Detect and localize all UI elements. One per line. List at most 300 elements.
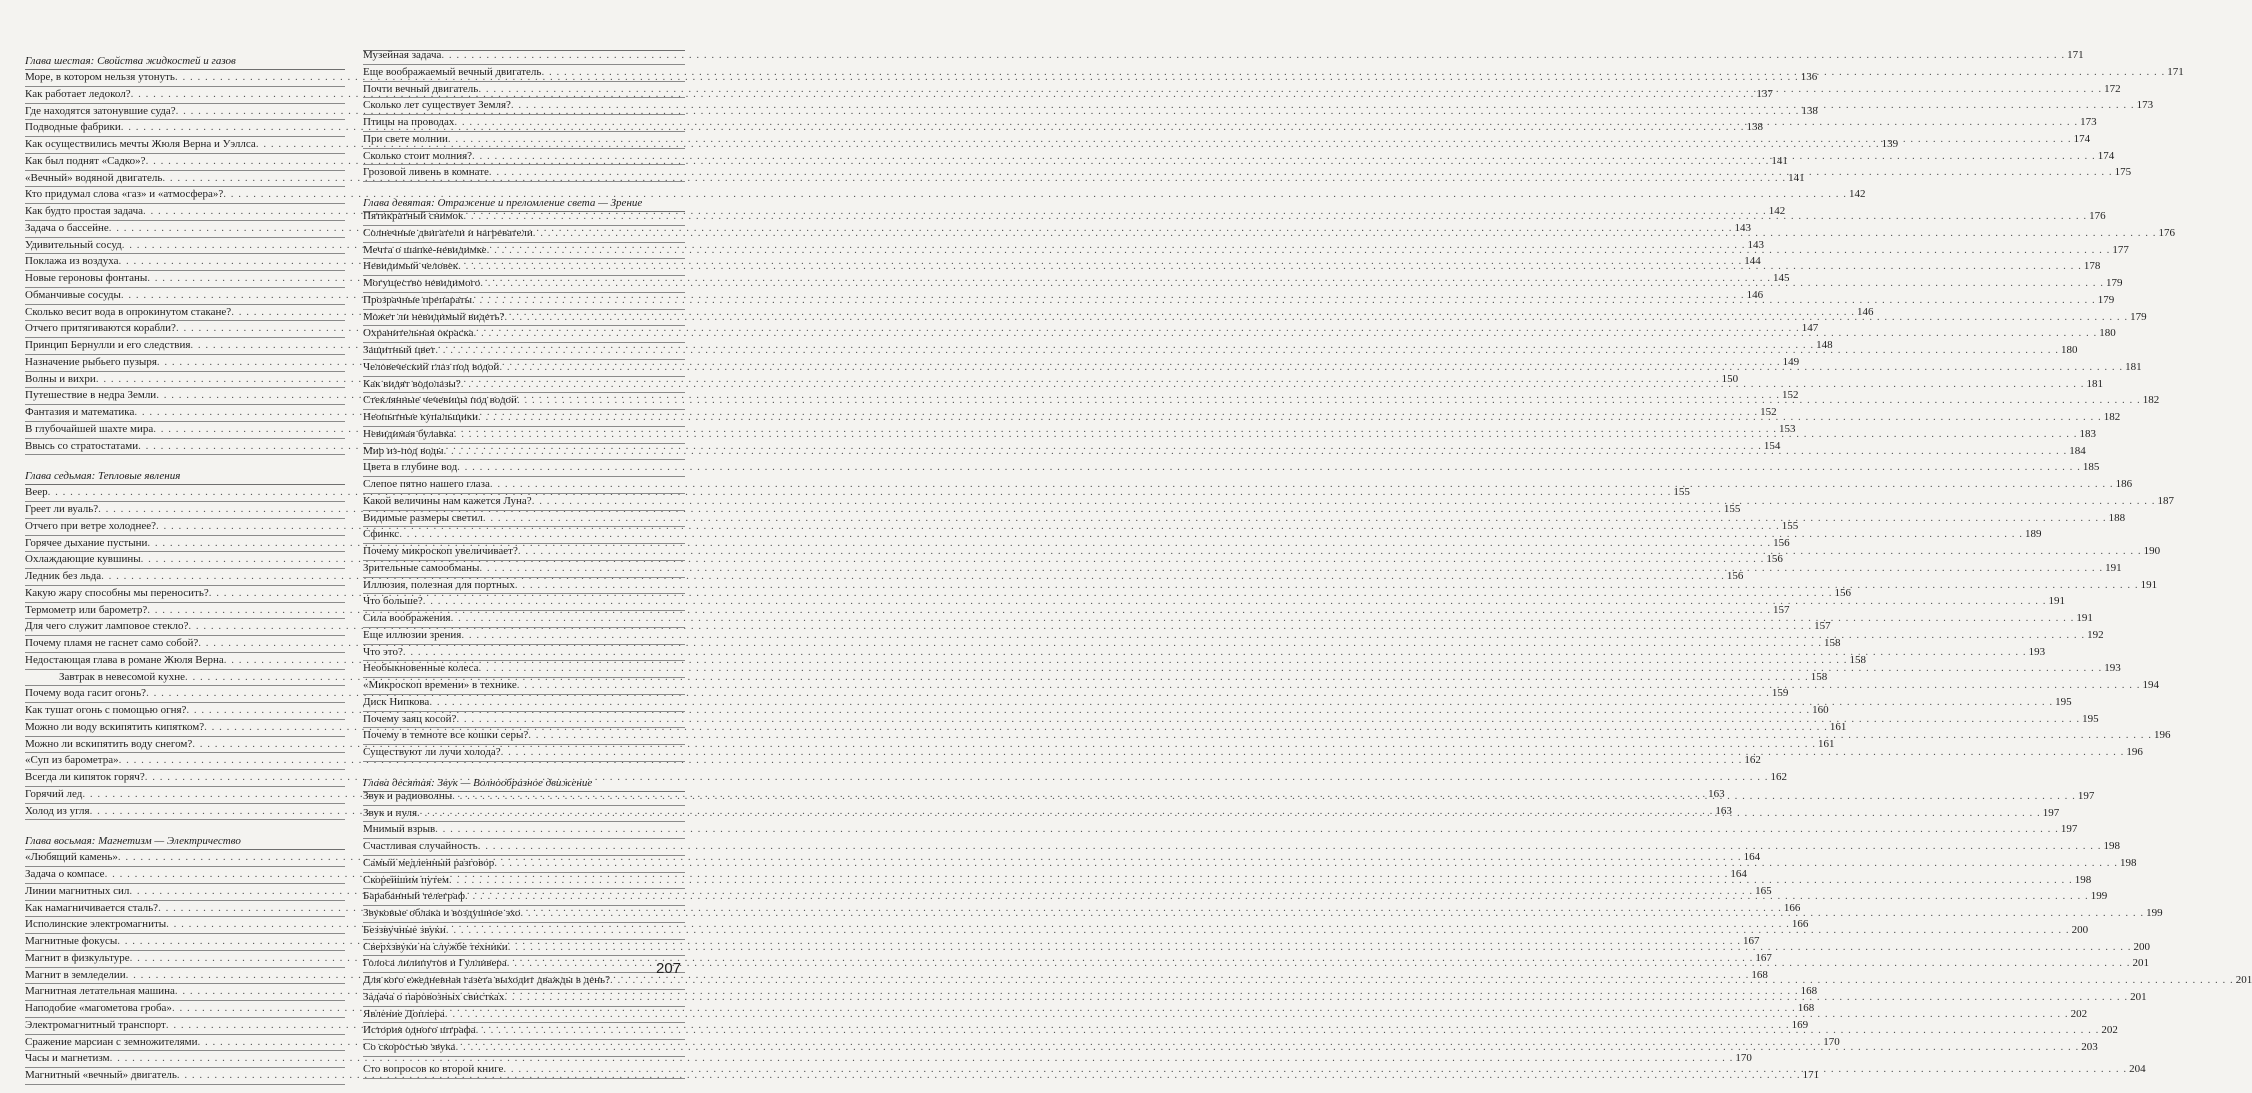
entry-title: Термометр или барометр? [25,603,148,616]
dot-leader [610,973,2234,989]
entry-page: 150 [1721,372,1739,385]
entry-title: Электромагнитный транспорт [25,1018,166,1031]
entry-page: 184 [2069,444,2086,457]
entry-title: Охлаждающие кувшины [25,553,141,566]
entry-page: 169 [1791,1018,1809,1031]
entry-page: 155 [1723,503,1741,515]
entry-title: Скорейшим путем [363,873,449,886]
dot-leader [417,806,2041,822]
entry-page: 179 [2097,293,2115,306]
entry-title: Сколько весит вода в опрокинутом стакане? [25,305,232,318]
entry-page: 156 [1766,553,1783,566]
entry-title: Счастливая случайность [363,840,478,852]
entry-page: 158 [1849,653,1867,666]
entry-page: 187 [2157,494,2174,507]
entry-page: 203 [2081,1041,2098,1053]
entry-page: 197 [2077,789,2095,802]
toc-entry[interactable] [363,839,2120,856]
entry-title: Для кого ежедневная газета выходит дважды в день? [363,974,610,986]
entry-title: Горячее дыхание пустыни [25,536,148,549]
entry-title: Подводные фабрики [25,121,121,134]
dot-leader [508,940,2132,956]
entry-title: Со скоростью звука [363,1041,456,1053]
entry-page: 143 [1734,221,1752,234]
entry-page: 159 [1771,687,1789,700]
entry-title: Почему пламя не гаснет само собой? [25,637,199,649]
entry-page: 168 [1751,968,1768,981]
dot-leader [458,259,2082,275]
dot-leader [445,1007,2069,1023]
dot-leader [423,594,2047,610]
entry-page: 201 [2132,957,2150,970]
entry-page: 166 [1791,918,1809,931]
entry-page: 176 [2089,210,2106,222]
entry-title: Исполинские электромагниты [25,918,167,931]
entry-title: Магнит в земледелии [25,968,126,981]
entry-page: 172 [2104,82,2121,95]
entry-page: 158 [1824,637,1841,649]
entry-page: 147 [1801,322,1819,335]
entry-title: Стеклянные чечевицы под водой [363,394,517,407]
chapter-heading: Глава девятая: Отражение и преломление света — Зрение [363,197,643,209]
dot-leader [446,923,2070,939]
entry-page: 170 [1823,1035,1840,1048]
entry-title: Сколько стоит молния? [363,149,473,162]
entry-title: Кто придумал слова «газ» и «атмосфера»? [25,188,224,201]
dot-leader [483,511,2107,527]
entry-page: 173 [2080,116,2097,128]
entry-title: Как был поднят «Садко»? [25,154,146,167]
entry-title: Явление Доплера [363,1007,445,1020]
entry-title: Удивительный сосуд [25,238,122,251]
dot-leader [449,873,2073,889]
entry-title: Грозовой ливень в комнате [363,166,489,179]
entry-title: Какую жару способны мы переносить? [25,586,209,599]
entry-page: 166 [1783,901,1801,914]
chapter-heading: Глава десятая: Звук — Волнообразное движение [363,776,593,789]
entry-title: Человеческий глаз под водой [363,360,500,373]
dot-leader [501,745,2125,761]
entry-page: 191 [2048,595,2066,608]
dot-leader [465,889,2089,905]
dot-leader [480,276,2104,292]
entry-page: 177 [2112,243,2129,256]
entry-title: Почему в темноте все кошки серы? [363,729,529,742]
entry-page: 176 [2158,226,2175,239]
entry-page: 193 [2104,662,2121,675]
entry-page: 198 [2074,873,2092,886]
entry-title: Как тушат огонь с помощью огня? [25,704,187,716]
entry-page: 163 [1715,804,1732,817]
dot-leader [489,165,2113,181]
entry-title: Завтрак в невесомой кухне [59,670,185,683]
dot-leader [541,65,2165,81]
entry-title: Звук и радиоволны [363,789,453,802]
entry-title: Для чего служит ламповое стекло? [25,620,189,633]
dot-leader [476,1023,2100,1039]
entry-page: 157 [1773,603,1790,616]
entry-page: 204 [2129,1062,2146,1075]
entry-page: 201 [2235,974,2252,986]
entry-page: 202 [2101,1024,2118,1037]
entry-page: 180 [2060,344,2078,356]
entry-title: Новые героновы фонтаны [25,272,148,284]
entry-title: Волны и вихри [25,372,96,385]
entry-page: 197 [2042,806,2060,819]
entry-page: 170 [1735,1052,1752,1065]
entry-title: Сфинкс [363,528,400,541]
entry-title: Звук и пуля [363,806,418,819]
entry-page: 200 [2133,940,2150,953]
dot-leader [474,326,2098,342]
entry-title: Беззвучные звуки [363,923,446,936]
dot-leader [520,906,2144,922]
entry-title: Видимые размеры светил [363,511,483,524]
entry-title: «Вечный» водяной двигатель [25,171,163,184]
entry-title: Существуют ли лучи холода? [363,746,501,758]
dot-leader [472,293,2096,309]
entry-title: Цвета в глубине вод [363,461,458,474]
entry-page: 197 [2060,823,2078,836]
entry-page: 167 [1755,951,1772,964]
entry-page: 195 [2082,712,2099,725]
entry-title: Солнечные двигатели и нагреватели [363,226,533,239]
entry-page: 152 [1760,406,1777,418]
dot-leader [511,98,2135,114]
entry-page: 163 [1708,787,1725,800]
entry-page: 199 [2146,907,2163,919]
dot-leader [454,115,2078,131]
entry-title: Магнитная летательная машина [25,985,175,998]
toc-entry[interactable] [363,460,2100,477]
toc-entry[interactable] [25,753,1761,770]
entry-title: Море, в котором нельзя утонуть [25,71,175,83]
entry-title: Музейная задача [363,49,442,61]
entry-title: Можно ли вскипятить воду снегом? [25,737,193,750]
dot-leader [528,728,2152,744]
entry-page: 157 [1814,620,1831,633]
entry-page: 153 [1779,422,1796,435]
entry-page: 183 [2079,427,2097,440]
entry-title: Принцип Бернулли и его следствия [25,339,191,351]
dot-leader [452,789,2076,805]
dot-leader [478,839,2102,855]
entry-page: 174 [2073,132,2091,145]
entry-page: 168 [1797,1002,1815,1014]
entry-page: 155 [1781,519,1799,532]
dot-leader [518,544,2142,560]
entry-page: 178 [2083,260,2101,273]
entry-page: 160 [1812,704,1829,716]
entry-title: Обманчивые сосуды [25,288,121,301]
entry-title: Как намагничивается сталь? [25,901,159,914]
entry-title: Охранительная окраска [363,327,474,340]
entry-title: Где находятся затонувшие суда? [25,104,176,117]
entry-title: Магнитные фокусы [25,935,118,947]
entry-title: «Любящий камень» [25,851,118,864]
dot-leader [478,82,2102,98]
entry-page: 196 [2126,746,2143,758]
entry-title: Могущество невидимого [363,277,481,289]
entry-title: Мечта о шапке-невидимке [363,243,487,256]
entry-title: Ввысь со стратостатами [25,439,139,452]
entry-page: 201 [2130,990,2147,1003]
entry-title: Линии магнитных сил [25,884,130,897]
entry-title: Отчего при ветре холоднее? [25,519,157,532]
entry-page: 161 [1817,737,1835,750]
entry-page: 168 [1800,985,1818,998]
entry-title: Невидимая булавка [363,427,454,440]
toc-entry[interactable] [363,822,2078,839]
entry-title: «Суп из барометра» [25,754,119,767]
dot-leader [517,393,2141,409]
page-number: 207 [656,960,682,977]
entry-page: 164 [1743,851,1761,864]
entry-title: Диск Нипкова [363,695,430,708]
entry-title: Птицы на проводах [363,116,455,128]
entry-page: 175 [2114,166,2132,179]
entry-page: 191 [2076,612,2093,624]
entry-title: При свете молнии [363,132,448,145]
entry-title: Что это? [363,645,403,658]
entry-title: Почему вода гасит огонь? [25,687,147,700]
entry-title: Отчего притягиваются корабли? [25,322,176,335]
entry-page: 148 [1816,339,1833,351]
entry-title: Путешествие в недра Земли [25,389,157,402]
entry-title: Назначение рыбьего пузыря [25,355,157,368]
entry-title: Защитный цвет [363,344,436,356]
entry-page: 200 [2071,923,2089,936]
entry-title: Какой величины нам кажется Луна? [363,494,532,507]
dot-leader [490,477,2114,493]
entry-title: История одного штрафа [363,1024,476,1037]
dot-leader [499,360,2123,376]
entry-title: Горячий лед [25,787,83,800]
entry-title: Еще иллюзии зрения [363,628,462,641]
entry-title: Сколько лет существует Земля? [363,99,511,112]
entry-page: 171 [2167,65,2184,78]
entry-title: Слепое пятно нашего глаза [363,478,490,490]
entry-page: 182 [2103,411,2121,423]
entry-title: Недостающая глава в романе Жюля Верна [25,653,224,666]
entry-page: 154 [1763,439,1781,452]
entry-page: 191 [2140,578,2158,591]
entry-page: 139 [1881,138,1899,150]
entry-page: 179 [2130,310,2147,323]
dot-leader [503,1062,2127,1078]
entry-page: 196 [2154,729,2171,742]
entry-title: Может ли невидимый видеть? [363,310,505,323]
entry-title: В глубочайшей шахте мира [25,422,154,435]
entry-page: 198 [2120,856,2137,869]
entry-page: 137 [1756,87,1773,100]
entry-title: Магнит в физкультуре [25,951,130,964]
dot-leader [515,578,2139,594]
entry-page: 164 [1730,868,1747,880]
entry-title: Почему микроскоп увеличивает? [363,545,518,557]
entry-page: 202 [2070,1007,2088,1020]
entry-title: Самый медленный разговор [363,856,495,869]
entry-title: Как осуществились мечты Жюля Верна и Уэллса [25,138,256,150]
entry-page: 143 [1747,238,1764,251]
entry-title: Часы и магнетизм [25,1052,110,1065]
entry-page: 195 [2055,695,2072,708]
entry-title: Сражение марсиан с земножителями [25,1035,198,1048]
chapter-heading: Глава восьмая: Магнетизм — Электричество [25,835,241,848]
entry-title: Сверхзвуки на службе техники [363,940,508,953]
entry-page: 161 [1829,720,1847,733]
entry-title: Веер [25,486,48,499]
entry-page: 193 [2028,645,2046,658]
entry-page: 156 [1834,586,1852,599]
dot-leader [507,956,2131,972]
entry-title: Почти вечный двигатель [363,82,479,95]
entry-title: Холод из угля [25,804,90,817]
entry-page: 141 [1788,171,1805,184]
entry-title: Невидимый человек [363,260,459,273]
entry-title: Еще воображаемый вечный двигатель [363,65,542,78]
entry-page: 173 [2136,99,2154,112]
dot-leader [455,1040,2079,1056]
dot-leader [456,712,2080,728]
entry-title: Сто вопросов ко второй книге [363,1062,504,1075]
dot-leader [451,611,2075,627]
entry-page: 192 [2087,628,2104,641]
dot-leader [441,48,2065,64]
dot-leader [472,149,2096,165]
entry-title: Задача о бассейне [25,221,109,234]
entry-title: Фантазия и математика [25,406,135,418]
entry-title: Наподобие «магометова гроба» [25,1002,172,1014]
entry-title: Магнитный «вечный» двигатель [25,1069,177,1081]
entry-title: Что больше? [363,595,423,608]
dot-leader [504,990,2128,1006]
entry-title: Можно ли воду вскипятить кипятком? [25,720,205,733]
entry-title: Необыкновенные колеса [363,662,479,675]
entry-page: 158 [1810,670,1828,683]
entry-page: 149 [1782,355,1800,368]
entry-title: Неопытные купальщики [363,411,478,423]
chapter-heading: Глава седьмая: Тепловые явления [25,470,181,483]
entry-title: Пятикратный снимок [363,210,464,222]
toc-entry[interactable] [25,1051,1752,1068]
entry-page: 171 [2067,49,2084,61]
dot-leader [435,343,2059,359]
entry-page: 145 [1773,272,1790,284]
entry-page: 181 [2086,377,2103,390]
entry-page: 138 [1801,104,1818,117]
dot-leader [494,856,2118,872]
dot-leader [463,209,2087,225]
toc-entry[interactable] [363,48,2084,65]
entry-page: 194 [2142,679,2159,691]
entry-page: 191 [2105,561,2122,574]
entry-page: 185 [2082,461,2100,474]
entry-title: Всегда ли кипяток горяч? [25,771,145,783]
entry-page: 167 [1743,935,1760,947]
entry-page: 142 [1768,205,1786,217]
entry-title: Задача о компасе [25,868,105,880]
entry-title: Прозрачные препараты [363,293,473,306]
entry-title: Ледник без льда [25,570,102,582]
dot-leader [429,695,2053,711]
dot-leader [487,243,2111,259]
entry-page: 180 [2099,327,2116,340]
entry-title: Мир из-под воды [363,444,444,457]
entry-page: 144 [1744,255,1761,268]
entry-page: 141 [1771,154,1788,167]
entry-title: Как будто простая задача [25,205,144,217]
entry-page: 171 [1802,1069,1820,1081]
dot-leader [478,410,2102,426]
dot-leader [454,427,2078,443]
entry-title: Иллюзия, полезная для портных [363,578,515,591]
entry-title: Греет ли вуаль? [25,503,99,515]
dot-leader [533,226,2157,242]
dot-leader [504,310,2128,326]
dot-leader [444,444,2068,460]
entry-page: 165 [1755,884,1772,897]
entry-page: 190 [2143,545,2161,557]
entry-page: 174 [2097,149,2115,162]
entry-title: Звуковые облака и воздушное эхо [363,907,521,919]
entry-title: Барабанный телеграф [363,890,465,903]
dot-leader [403,645,2027,661]
entry-page: 152 [1781,389,1799,402]
dot-leader [532,494,2156,510]
dot-leader [479,661,2103,677]
entry-title: Почему заяц косой? [363,712,457,725]
entry-title: Задача о паровозных свистках [363,990,505,1003]
entry-page: 155 [1673,486,1690,499]
entry-page: 162 [1744,754,1761,767]
entry-page: 182 [2142,394,2160,407]
entry-page: 136 [1800,71,1818,83]
entry-title: Зрительные самообманы [363,561,480,574]
entry-title: «Микроскоп времени» в технике [363,679,517,691]
chapter-heading: Глава шестая: Свойства жидкостей и газов [25,55,236,67]
dot-leader [435,822,2059,838]
entry-title: Голоса лилипутов и Гулливера [363,957,507,970]
dot-leader [448,132,2072,148]
entry-title: Сила воображения [363,612,451,624]
entry-title: Мнимый взрыв [363,823,436,836]
entry-page: 142 [1849,188,1866,201]
dot-leader [461,628,2085,644]
dot-leader [517,678,2141,694]
entry-title: Поклажа из воздуха [25,255,119,268]
entry-page: 146 [1856,305,1874,318]
dot-leader [399,527,2023,543]
entry-page: 198 [2103,840,2120,852]
entry-page: 186 [2115,478,2133,490]
entry-title: Как видят водолазы? [363,377,461,390]
entry-page: 146 [1746,288,1764,301]
entry-page: 189 [2024,528,2042,541]
dot-leader [461,377,2085,393]
entry-title: Как работает ледокол? [25,87,131,100]
entry-page: 179 [2106,277,2123,289]
entry-page: 156 [1726,570,1744,582]
entry-page: 162 [1770,771,1787,783]
dot-leader [457,460,2081,476]
entry-page: 188 [2108,511,2126,524]
entry-page: 199 [2090,890,2108,903]
entry-page: 156 [1773,536,1790,549]
dot-leader [479,561,2103,577]
entry-page: 181 [2125,360,2142,373]
entry-page: 138 [1746,121,1764,134]
